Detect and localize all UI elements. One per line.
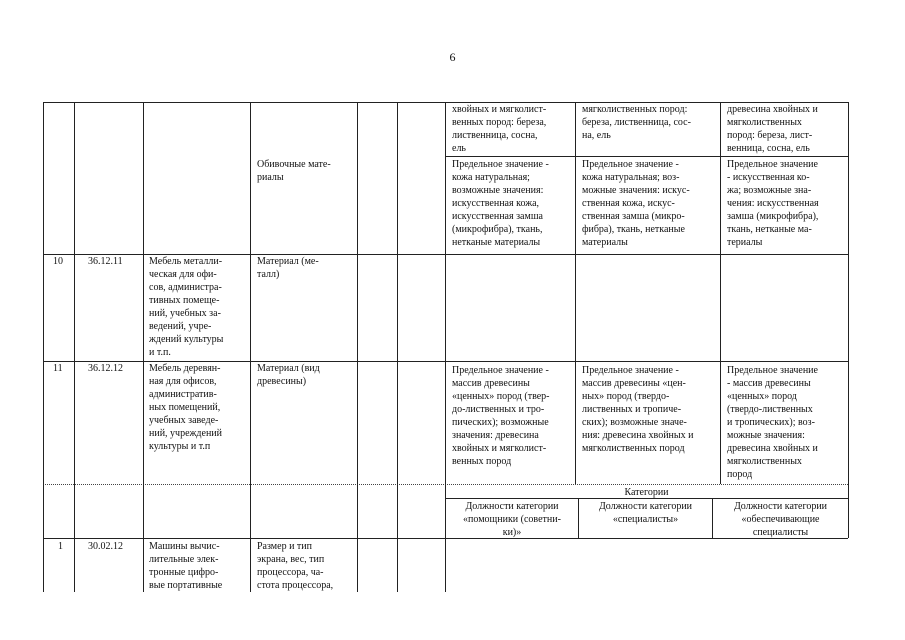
row11-code: 36.12.12 bbox=[88, 363, 123, 374]
row11-cat2: Предельное значение - массив древесины «цен- ных» пород (твердо- лиственных и тропиче- ских); возможные значе- ния: древесина хвойных и мягколиственных пород bbox=[582, 365, 694, 454]
category-1-header: Должности категории «помощники (советни- ки)» bbox=[463, 501, 561, 538]
wood-tail-cat2: мягколиственных пород: береза, лиственница, сос- на, ель bbox=[582, 104, 691, 141]
col-border bbox=[43, 102, 44, 592]
col-border bbox=[250, 102, 251, 592]
col-border bbox=[445, 102, 446, 592]
row11-number: 11 bbox=[53, 363, 63, 374]
upholstery-cat3: Предельное значение - искусственная ко- жа; возможные зна- чения: искусственная замша (микрофибра), ткань, нетканые ма- териалы bbox=[727, 159, 819, 248]
wood-tail-cat1: хвойных и мягколист- венных пород: береза, лиственница, сосна, ель bbox=[452, 104, 547, 154]
col-border bbox=[720, 102, 721, 484]
col-border bbox=[712, 498, 713, 538]
wood-tail-cat3: древесина хвойных и мягколиственных пород: береза, лист- венница, сосна, ель bbox=[727, 104, 818, 154]
col-border bbox=[575, 102, 576, 484]
row1-name: Машины вычис- лительные элек- тронные цифро- вые портативные bbox=[149, 541, 223, 591]
row10-characteristic: Материал (ме- талл) bbox=[257, 256, 319, 280]
upholstery-cat2: Предельное значение - кожа натуральная; воз- можные значения: искус- ственная кожа, искус- ственная замша (микро- фибра), ткань, нетканые материалы bbox=[582, 159, 690, 248]
row11-cat1: Предельное значение - массив древесины «ценных» пород (твер- до-лиственных и тро- пических); возможные значения: древесина хвойных и мягколист- венных пород bbox=[452, 365, 550, 467]
col-border bbox=[578, 498, 579, 538]
col-border bbox=[74, 102, 75, 592]
page-number: 6 bbox=[449, 50, 456, 64]
categories-header: Категории bbox=[624, 487, 669, 498]
category-2-header: Должности категории «специалисты» bbox=[598, 501, 693, 525]
row1-code: 30.02.12 bbox=[88, 541, 123, 552]
upholstery-characteristic: Обивочные мате- риалы bbox=[257, 159, 331, 183]
row-divider bbox=[445, 156, 848, 157]
col-border bbox=[397, 102, 398, 592]
col-border bbox=[143, 102, 144, 592]
row11-cat3: Предельное значение - массив древесины «ценных» пород (твердо-лиственных и тропических); воз- можные значения: древесина хвойных и мягколиственных пород bbox=[727, 365, 818, 480]
row10-number: 10 bbox=[53, 256, 63, 267]
row10-code: 36.12.11 bbox=[88, 256, 123, 267]
upholstery-cat1: Предельное значение - кожа натуральная; возможные значения: искусственная кожа, искусственная замша (микрофибра), ткань, нетканые материалы bbox=[452, 159, 549, 248]
col-border bbox=[357, 102, 358, 592]
col-border bbox=[848, 102, 849, 538]
row1-number: 1 bbox=[58, 541, 63, 552]
category-3-header: Должности категории «обеспечивающие специалисты bbox=[733, 501, 828, 538]
row10-name: Мебель металли- ческая для офи- сов, администра- тивных помеще- ний, учебных за- ведений, учре- ждений культуры и т.п. bbox=[149, 256, 224, 358]
row11-name: Мебель деревян- ная для офисов, административ- ных помещений, учебных заведе- ний, учреждений культуры и т.п bbox=[149, 363, 223, 452]
row11-characteristic: Материал (вид древесины) bbox=[257, 363, 320, 387]
row1-characteristic: Размер и тип экрана, вес, тип процессора, ча- стота процессора, bbox=[257, 541, 334, 591]
